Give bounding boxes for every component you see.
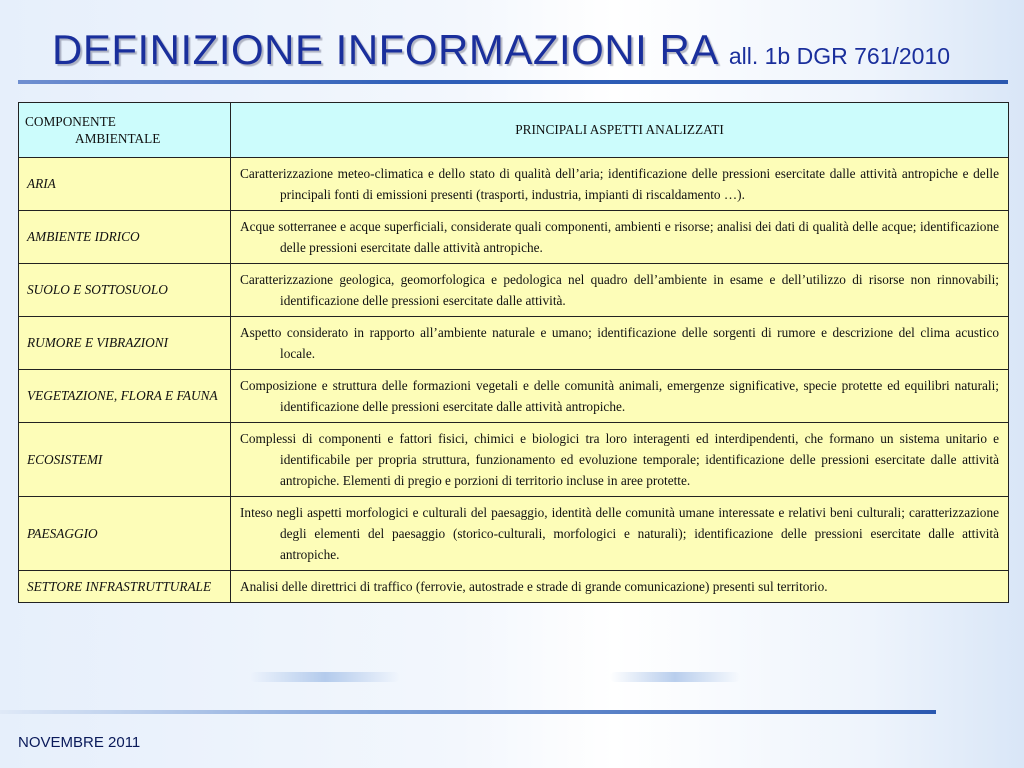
table-row [19,423,1009,497]
row-component: SETTORE INFRASTRUTTURALE [19,571,231,603]
table-row [19,370,1009,423]
row-component: PAESAGGIO [19,497,231,571]
table-row [19,211,1009,264]
row-component: RUMORE E VIBRAZIONI [19,317,231,370]
row-description: Acque sotterranee e acque superficiali, considerate quali componenti, ambienti e risorse; analisi dei dati di qualità delle acque; identificazione delle pressioni esercitate dalle attività antropiche. [231,211,1009,264]
row-description: Aspetto considerato in rapporto all’ambiente naturale e umano; identificazione delle sorgenti di rumore e descrizione del clima acustico locale. [231,317,1009,370]
header-component-line1: COMPONENTE [25,114,116,129]
row-component: VEGETAZIONE, FLORA E FAUNA [19,370,231,423]
table-row [19,264,1009,317]
row-description: Analisi delle direttrici di traffico (ferrovie, autostrade e strade di grande comunicazione) presenti sul territorio. [231,571,1009,603]
footer-date: NOVEMBRE 2011 [18,734,141,751]
decorative-swoosh [250,672,400,682]
header-aspects: PRINCIPALI ASPETTI ANALIZZATI [231,103,1009,158]
top-divider [18,80,1008,84]
title-subtitle: all. 1b DGR 761/2010 [728,43,951,69]
table-header-row [19,103,1009,158]
row-description: Caratterizzazione geologica, geomorfologica e pedologica nel quadro dell’ambiente in esame e dell’utilizzo di risorse non rinnovabili; identificazione delle pressioni esercitate dalle attività. [231,264,1009,317]
row-component: SUOLO E SOTTOSUOLO [19,264,231,317]
table-row [19,571,1009,603]
row-description: Inteso negli aspetti morfologici e culturali del paesaggio, identità delle comunità umane interessate e relativi beni culturali; caratterizzazione degli elementi del paesaggio (storico-culturali, morfologici e naturali); identificazione delle pressioni esercitate dalle attività antropiche. [231,497,1009,571]
table-row [19,317,1009,370]
row-component: ECOSISTEMI [19,423,231,497]
row-description: Caratterizzazione meteo-climatica e dello stato di qualità dell’aria; identificazione delle pressioni esercitate dalle attività antropiche e delle principali fonti di emissioni presenti (trasporti, industria, impianti di riscaldamento …). [231,158,1009,211]
table-row [19,158,1009,211]
bottom-divider [0,710,936,714]
row-description: Composizione e struttura delle formazioni vegetali e delle comunità animali, emergenze significative, specie protette ed equilibri naturali; identificazione delle pressioni esercitate dalle attività antropiche. [231,370,1009,423]
decorative-swoosh [610,672,740,682]
components-table [18,102,1009,603]
title-main: DEFINIZIONE INFORMAZIONI RA [52,26,719,73]
row-component: AMBIENTE IDRICO [19,211,231,264]
table-row [19,497,1009,571]
row-component: ARIA [19,158,231,211]
slide-title [52,22,950,78]
header-component [19,103,231,158]
row-description: Complessi di componenti e fattori fisici, chimici e biologici tra loro interagenti ed interdipendenti, che formano un sistema unitario e identificabile per propria struttura, funzionamento ed evoluzione temporale; identificazione delle pressioni esercitate dalle attività antropiche. Elementi di pregio e porzioni di territorio incluse in aree protette. [231,423,1009,497]
header-component-line2: AMBIENTALE [75,131,161,146]
